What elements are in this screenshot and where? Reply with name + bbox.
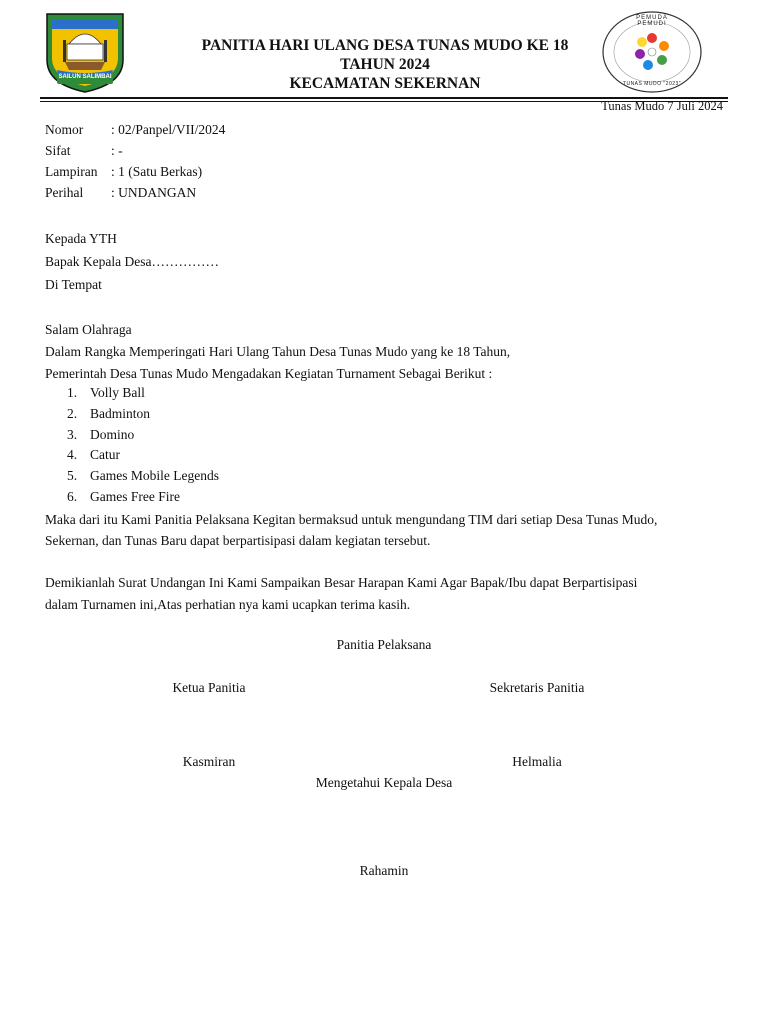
meta-label-nature: Sifat — [45, 143, 71, 158]
meta-value-subject: : UNDANGAN — [111, 185, 197, 200]
chair-title: Ketua Panitia — [172, 680, 246, 695]
event-number: 4. — [67, 447, 78, 462]
secretary-title: Sekretaris Panitia — [489, 680, 585, 695]
left-logo-motto: SAILUN SALIMBAI — [58, 74, 112, 80]
letterhead-title — [140, 36, 630, 93]
intro-line-1: Dalam Rangka Memperingati Hari Ulang Tahun Desa Tunas Mudo yang ke 18 Tahun, — [45, 344, 511, 359]
event-item: Volly Ball — [90, 385, 145, 400]
title-line-2: TAHUN 2024 — [340, 56, 430, 73]
title-line-3: KECAMATAN SEKERNAN — [289, 75, 481, 92]
secretary-name: Helmalia — [512, 754, 562, 769]
committee-heading: Panitia Pelaksana — [336, 637, 432, 652]
right-logo-top-text: PEMUDA PEMUDI — [636, 15, 668, 27]
event-item: Catur — [90, 447, 120, 462]
meta-label-attachment: Lampiran — [45, 164, 98, 179]
meta-value-attachment: : 1 (Satu Berkas) — [111, 164, 203, 179]
greeting: Salam Olahraga — [45, 322, 132, 337]
recipient-line-1: Kepada YTH — [45, 231, 117, 246]
paragraph-1-line-1: Maka dari itu Kami Panitia Pelaksana Kegitan bermaksud untuk mengundang TIM dari setiap Desa Tunas Mudo, — [45, 512, 658, 527]
event-number: 2. — [67, 406, 78, 421]
meta-label-subject: Perihal — [45, 185, 84, 200]
letter-date: Tunas Mudo 7 Juli 2024 — [601, 99, 723, 113]
acknowledgement-heading: Mengetahui Kepala Desa — [315, 775, 453, 790]
meta-value-nature: : - — [111, 143, 123, 158]
paragraph-1-line-2: Sekernan, dan Tunas Baru dapat berpartisipasi dalam kegiatan tersebut. — [45, 533, 431, 548]
meta-value-number: : 02/Panpel/VII/2024 — [111, 122, 226, 137]
event-number: 6. — [67, 489, 78, 504]
event-number: 5. — [67, 468, 78, 483]
right-logo-bottom-text: TUNAS MUDO "2023" — [622, 81, 682, 87]
paragraph-2-line-2: dalam Turnamen ini,Atas perhatian nya kami ucapkan terima kasih. — [45, 597, 411, 612]
recipient-line-2: Bapak Kepala Desa…………… — [45, 254, 219, 269]
event-number: 1. — [67, 385, 78, 400]
event-item: Badminton — [90, 406, 150, 421]
chair-name: Kasmiran — [182, 754, 236, 769]
meta-label-number: Nomor — [45, 122, 84, 137]
shield-emblem-icon — [43, 10, 127, 94]
event-item: Domino — [90, 427, 135, 442]
village-head-name: Rahamin — [359, 863, 409, 878]
intro-line-2: Pemerintah Desa Tunas Mudo Mengadakan Kegiatan Turnament Sebagai Berikut : — [45, 366, 493, 381]
event-item: Games Free Fire — [90, 489, 180, 504]
regency-emblem-logo — [43, 10, 127, 94]
youth-organization-logo — [600, 10, 704, 94]
event-item: Games Mobile Legends — [90, 468, 219, 483]
title-line-1: PANITIA HARI ULANG DESA TUNAS MUDO KE 18 — [201, 37, 569, 54]
paragraph-2-line-1: Demikianlah Surat Undangan Ini Kami Sampaikan Besar Harapan Kami Agar Bapak/Ibu dapat Berpartisipasi — [45, 575, 638, 590]
event-number: 3. — [67, 427, 78, 442]
recipient-line-3: Di Tempat — [45, 277, 102, 292]
